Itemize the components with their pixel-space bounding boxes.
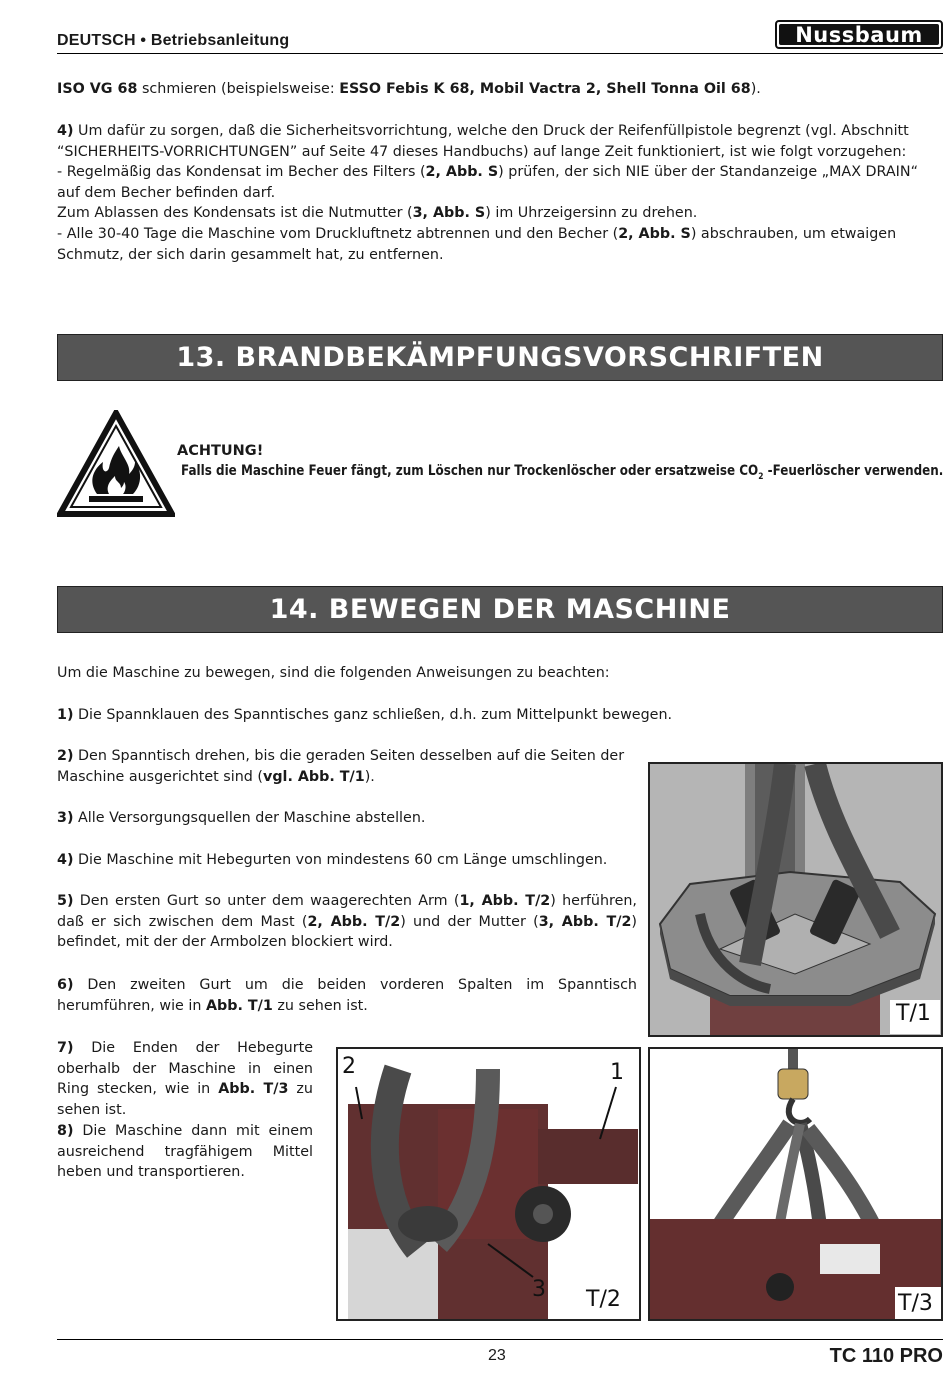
step-4: 4) Die Maschine mit Hebegurten von mindestens 60 cm Länge umschlingen. [57, 852, 608, 868]
figure-t3-photo [648, 1047, 943, 1321]
warning-title: ACHTUNG! [177, 443, 264, 459]
header-title: DEUTSCH • Betriebsanleitung [57, 32, 290, 49]
figure-t1-photo [648, 762, 943, 1037]
step-2: 2) Den Spanntisch drehen, bis die geraden Seiten desselben auf die Seiten der Maschine ausgerichtet sind (vgl. Abb. T/1). [57, 748, 625, 785]
step-8: 8) Die Maschine dann mit einem ausreichend tragfähigem Mittel heben und transportieren. [57, 1123, 313, 1181]
step-5: 5) Den ersten Gurt so unter dem waagerechten Arm (1, Abb. T/2) herführen, daß er sich zwischen dem Mast (2, Abb. T/2) und der Mutter (3, Abb. T/2) befindet, mit der der Armbolzen blockiert wird. [57, 893, 637, 951]
section-14-title: 14. BEWEGEN DER MASCHINE [57, 586, 943, 633]
step-3: 3) Alle Versorgungsquellen der Maschine abstellen. [57, 810, 426, 826]
footer-rule [57, 1339, 943, 1340]
page-number: 23 [488, 1347, 506, 1364]
figure-t2-callout-2: 2 [342, 1054, 356, 1079]
figure-t2-callout-3: 3 [532, 1277, 546, 1302]
step-6: 6) Den zweiten Gurt um die beiden vorderen Spalten im Spanntisch herumführen, wie in Abb. T/1 zu sehen ist. [57, 977, 637, 1014]
paragraph-safety-device: 4) Um dafür zu sorgen, daß die Sicherheitsvorrichtung, welche den Druck der Reifenfüllpistole begrenzt (vgl. Abschnitt “SICHERHEITS-VORRICHTUNGEN” auf Seite 47 dieses Handbuchs) auf lange Zeit funktioniert, ist wie folgt vorzugehen: - Regelmäßig das Kondensat im Becher des Filters (2, Abb. S) prüfen, der sich NIE über der Standanzeige „MAX DRAIN“ auf dem Becher befinden darf. Zum Ablassen des Kondensats ist die Nutmutter (3, Abb. S) im Uhrzeigersinn zu drehen. - Alle 30-40 Tage die Maschine vom Druckluftnetz abtrennen und den Becher (2, Abb. S) abschrauben, um etwaigen Schmutz, der sich darin gesammelt hat, zu entfernen. [57, 123, 919, 263]
figure-t2-callout-1: 1 [610, 1060, 624, 1085]
step-7: 7) Die Enden der Hebegurte oberhalb der Maschine in einen Ring stecken, wie in Abb. T/3 zu sehen ist. [57, 1040, 313, 1118]
step-1: 1) Die Spannklauen des Spanntisches ganz schließen, d.h. zum Mittelpunkt bewegen. [57, 707, 673, 723]
figure-t1-label: T/1 [896, 1001, 931, 1026]
warning-text: Falls die Maschine Feuer fängt, zum Löschen nur Trockenlöscher oder ersatzweise $CO_2$ -Feuerlöscher verwenden. [181, 463, 944, 482]
fire-warning-icon [57, 410, 175, 517]
section-14-intro: Um die Maschine zu bewegen, sind die folgenden Anweisungen zu beachten: [57, 665, 610, 681]
figure-t2-label: T/2 [586, 1287, 621, 1312]
figure-t2-photo [336, 1047, 641, 1321]
nussbaum-logo [775, 18, 943, 50]
svg-text:Nussbaum: Nussbaum [795, 23, 923, 47]
model-name: TC 110 PRO [829, 1345, 943, 1367]
header-rule [57, 53, 943, 54]
section-13-title: 13. BRANDBEKÄMPFUNGSVORSCHRIFTEN [57, 334, 943, 381]
figure-t3-label: T/3 [898, 1291, 933, 1316]
paragraph-lubrication: ISO VG 68 schmieren (beispielsweise: ESSO Febis K 68, Mobil Vactra 2, Shell Tonna Oil 68). [57, 81, 761, 97]
